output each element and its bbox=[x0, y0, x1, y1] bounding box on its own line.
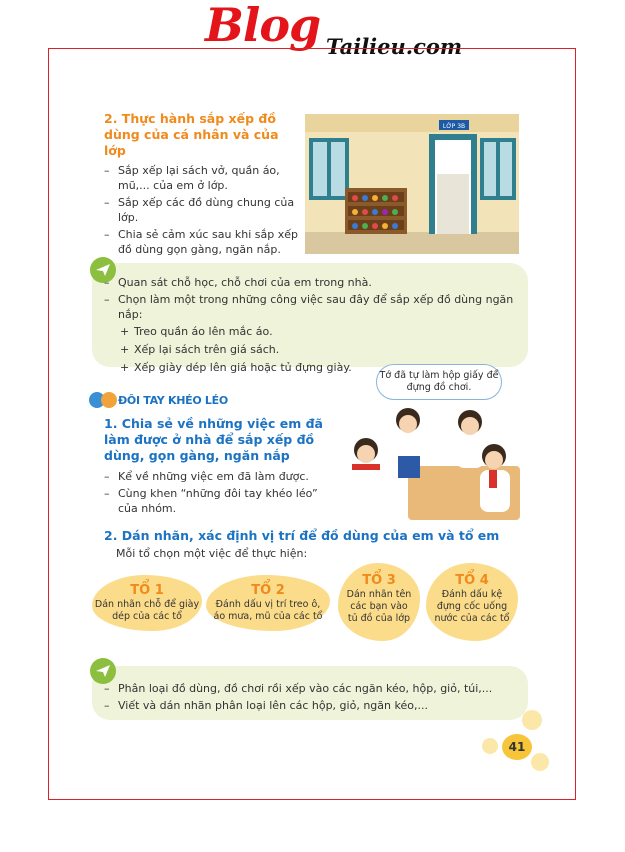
group-title: TỔ 1 bbox=[130, 583, 164, 598]
group-card-4 bbox=[426, 563, 518, 641]
list-item: – Chọn làm một trong những công việc sau đây để sắp xếp đồ dùng ngăn nắp: bbox=[104, 292, 520, 322]
shoe-rack-icon bbox=[345, 188, 407, 234]
apply-1-list bbox=[104, 275, 520, 322]
window-icon bbox=[480, 138, 516, 200]
group-title: TỔ 3 bbox=[362, 573, 396, 588]
list-item: – Kể về những việc em đã làm được. bbox=[104, 469, 336, 484]
child-icon bbox=[480, 444, 510, 512]
group-card-3 bbox=[338, 563, 420, 641]
list-item: – Cùng khen “những đôi tay khéo léo” của nhóm. bbox=[104, 486, 336, 516]
classroom-illustration bbox=[305, 114, 519, 254]
apply-2-content bbox=[104, 681, 520, 715]
apply-2-list bbox=[104, 681, 520, 713]
list-item: – Chia sẻ cảm xúc sau khi sắp xếp đồ dùng gọn gàng, ngăn nắp. bbox=[104, 227, 300, 257]
group-desc: Dán nhãn tên các bạn vào tủ đồ của lớp bbox=[346, 589, 412, 624]
apply-1-content bbox=[104, 275, 520, 378]
page-number: 41 bbox=[502, 734, 532, 760]
group-desc: Đánh dấu vị trí treo ô, áo mưa, mũ của các tổ bbox=[213, 599, 323, 622]
window-icon bbox=[309, 138, 349, 200]
group-card-1 bbox=[92, 575, 202, 631]
speech-bubble: Tớ đã tự làm hộp giấy để đựng đồ chơi. bbox=[376, 364, 502, 400]
section2-title: 2. Thực hành sắp xếp đồ dùng của cá nhân và của lớp bbox=[104, 111, 279, 158]
list-item: – Sắp xếp các đồ dùng chung của lớp. bbox=[104, 195, 300, 225]
skillful-list bbox=[104, 469, 336, 516]
list-item: + Xếp giày dép lên giá hoặc tủ đựng giày. bbox=[118, 360, 520, 375]
section2-list bbox=[104, 163, 300, 257]
skillful-header: ĐÔI TAY KHÉO LÉO bbox=[118, 394, 228, 407]
watermark-blog: Blog bbox=[205, 0, 321, 52]
door-sign: LỚP 3B bbox=[442, 123, 466, 130]
group-desc: Dán nhãn chỗ để giày dép của các tổ bbox=[94, 599, 200, 622]
list-item: – Sắp xếp lại sách vở, quần áo, mũ,... của em ở lớp. bbox=[104, 163, 300, 193]
group-title: TỔ 4 bbox=[455, 573, 489, 588]
child-icon bbox=[456, 410, 484, 468]
kids-illustration bbox=[344, 402, 520, 520]
group-title: TỔ 2 bbox=[251, 583, 285, 598]
skillful-title-1: 1. Chia sẻ về những việc em đã làm được ở nhà để sắp xếp đồ dùng, gọn gàng, ngăn nắp bbox=[104, 416, 323, 463]
list-item: – Viết và dán nhãn phân loại lên các hộp, giỏ, ngăn kéo,... bbox=[104, 698, 520, 713]
group-desc: Đánh dấu kệ đựng cốc uống nước của các tổ bbox=[434, 589, 510, 624]
watermark-site: Tailieu.com bbox=[326, 34, 463, 59]
section2 bbox=[104, 111, 300, 259]
list-item: – Quan sát chỗ học, chỗ chơi của em trong nhà. bbox=[104, 275, 520, 290]
skillful-title-2: 2. Dán nhãn, xác định vị trí để đồ dùng của em và tổ em bbox=[104, 528, 500, 543]
skillful-part-1 bbox=[104, 416, 336, 518]
group-card-2 bbox=[206, 575, 330, 631]
skillful-intro: Mỗi tổ chọn một việc để thực hiện: bbox=[116, 547, 308, 560]
list-item: + Xếp lại sách trên giá sách. bbox=[118, 342, 520, 357]
list-item: + Treo quần áo lên mắc áo. bbox=[118, 324, 520, 339]
child-icon bbox=[394, 408, 422, 478]
kids-hands-icon bbox=[88, 390, 118, 410]
list-item: – Phân loại đồ dùng, đồ chơi rồi xếp vào các ngăn kéo, hộp, giỏ, túi,... bbox=[104, 681, 520, 696]
child-icon bbox=[352, 438, 380, 508]
